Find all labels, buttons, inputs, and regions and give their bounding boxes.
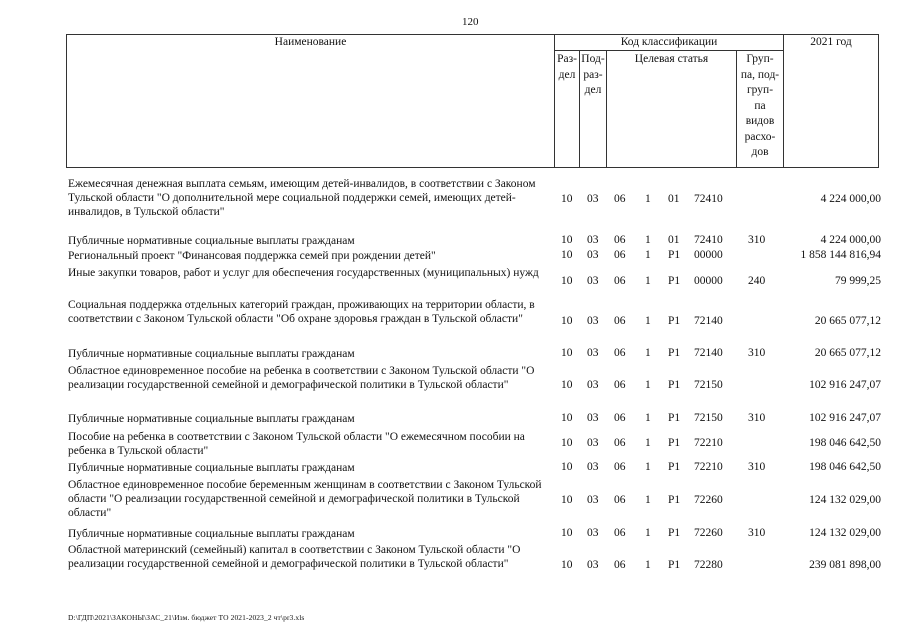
row-target-code: 72150	[694, 379, 723, 391]
row-podrazdel: 03	[587, 461, 599, 473]
row-amount: 20 665 077,12	[814, 315, 881, 327]
table-row	[0, 249, 905, 263]
row-target-program: 06	[614, 527, 626, 539]
row-target-direction: P1	[668, 437, 681, 449]
row-target-code: 72210	[694, 461, 723, 473]
row-name: Областной материнский (семейный) капитал в соответствии с Законом Тульской области "О реализации государственной семейной и демографической политики в Тульской области"	[68, 544, 521, 570]
row-target-direction: P1	[668, 275, 681, 287]
row-expense-group: 310	[748, 347, 766, 359]
row-target-subprogram: 1	[645, 461, 651, 473]
row-amount: 4 224 000,00	[820, 193, 881, 205]
row-target-code: 72140	[694, 347, 723, 359]
page-number: 120	[462, 16, 479, 28]
row-podrazdel: 03	[587, 234, 599, 246]
row-target-program: 06	[614, 275, 626, 287]
row-amount: 1 858 144 816,94	[800, 249, 881, 261]
row-target-subprogram: 1	[645, 379, 651, 391]
row-target-subprogram: 1	[645, 347, 651, 359]
header-expense-group-line: па, под-	[740, 68, 780, 81]
row-amount: 198 046 642,50	[809, 437, 881, 449]
header-podrazdel-cell	[579, 50, 607, 168]
row-target-subprogram: 1	[645, 193, 651, 205]
row-razdel: 10	[561, 494, 573, 506]
header-target-article: Целевая статья	[634, 53, 709, 65]
row-name: Пособие на ребенка в соответствии с Законом Тульской области "О ежемесячном пособии на ребенка в Тульской области"	[68, 431, 525, 457]
row-target-code: 72140	[694, 315, 723, 327]
row-target-program: 06	[614, 494, 626, 506]
row-expense-group: 310	[748, 234, 766, 246]
row-podrazdel: 03	[587, 412, 599, 424]
row-target-code: 72150	[694, 412, 723, 424]
row-target-code: 72260	[694, 494, 723, 506]
row-target-code: 72280	[694, 559, 723, 571]
header-year: 2021 год	[810, 36, 852, 48]
header-expense-group-line: па	[754, 99, 766, 112]
table-row	[0, 461, 905, 475]
row-target-subprogram: 1	[645, 234, 651, 246]
row-podrazdel: 03	[587, 437, 599, 449]
row-expense-group: 310	[748, 527, 766, 539]
row-podrazdel: 03	[587, 527, 599, 539]
row-target-subprogram: 1	[645, 275, 651, 287]
row-razdel: 10	[561, 437, 573, 449]
row-podrazdel: 03	[587, 347, 599, 359]
row-target-program: 06	[614, 379, 626, 391]
file-path-footer: D:\ГДП\2021\ЗАКОНЫ\ЗАС_21\Изм. бюджет ТО 2021-2023_2 чт\pr3.xls	[68, 613, 305, 622]
row-target-direction: P1	[668, 315, 681, 327]
row-razdel: 10	[561, 559, 573, 571]
row-target-program: 06	[614, 315, 626, 327]
row-target-subprogram: 1	[645, 315, 651, 327]
row-razdel: 10	[561, 193, 573, 205]
row-podrazdel: 03	[587, 193, 599, 205]
table-row	[0, 527, 905, 541]
header-podrazdel-line: дел	[584, 84, 602, 96]
header-expense-group-line: дов	[751, 146, 769, 158]
row-name: Публичные нормативные социальные выплаты гражданам	[68, 462, 355, 474]
row-amount: 124 132 029,00	[809, 494, 881, 506]
row-target-code: 00000	[694, 275, 723, 287]
row-name: Публичные нормативные социальные выплаты гражданам	[68, 413, 355, 425]
row-target-direction: P1	[668, 461, 681, 473]
header-expense-group-line: видов	[745, 115, 775, 127]
row-target-direction: P1	[668, 412, 681, 424]
row-podrazdel: 03	[587, 379, 599, 391]
header-classification: Код классификации	[620, 36, 718, 48]
row-razdel: 10	[561, 234, 573, 246]
row-target-code: 72210	[694, 437, 723, 449]
header-expense-group-line: Груп-	[746, 53, 774, 65]
row-target-code: 72260	[694, 527, 723, 539]
row-target-program: 06	[614, 437, 626, 449]
row-target-subprogram: 1	[645, 437, 651, 449]
row-expense-group: 310	[748, 412, 766, 424]
header-expense-group-cell	[736, 50, 784, 168]
row-target-direction: P1	[668, 379, 681, 391]
row-target-direction: P1	[668, 559, 681, 571]
row-target-program: 06	[614, 461, 626, 473]
row-target-program: 06	[614, 193, 626, 205]
row-name: Публичные нормативные социальные выплаты гражданам	[68, 528, 355, 540]
row-target-subprogram: 1	[645, 249, 651, 261]
header-razdel-line: дел	[558, 68, 576, 81]
header-podrazdel-line: раз-	[583, 68, 603, 81]
table-row	[0, 177, 905, 225]
row-razdel: 10	[561, 527, 573, 539]
table-row	[0, 266, 905, 294]
row-target-subprogram: 1	[645, 527, 651, 539]
row-amount: 4 224 000,00	[820, 234, 881, 246]
row-expense-group: 310	[748, 461, 766, 473]
row-podrazdel: 03	[587, 315, 599, 327]
row-target-code: 00000	[694, 249, 723, 261]
row-name: Ежемесячная денежная выплата семьям, имеющим детей-инвалидов, в соответствии с Законом Тульской области "О дополнительной мере социальной поддержки семей, имеющих детей-инвалидов, в Тульской области"	[68, 178, 536, 218]
row-name: Областное единовременное пособие беременным женщинам в соответствии с Законом Тульской области "О реализации государственной семейной и демографической политики в Тульской области"	[68, 479, 542, 519]
header-name-cell	[66, 34, 555, 168]
row-target-code: 72410	[694, 193, 723, 205]
row-podrazdel: 03	[587, 249, 599, 261]
table-row	[0, 412, 905, 426]
row-razdel: 10	[561, 275, 573, 287]
row-amount: 79 999,25	[835, 275, 881, 287]
table-row	[0, 347, 905, 361]
header-classification-cell	[554, 34, 784, 51]
row-target-direction: P1	[668, 527, 681, 539]
row-target-program: 06	[614, 412, 626, 424]
row-target-direction: P1	[668, 249, 681, 261]
row-razdel: 10	[561, 347, 573, 359]
table-row	[0, 234, 905, 248]
header-target-article-cell	[606, 50, 737, 168]
row-target-program: 06	[614, 234, 626, 246]
row-name: Социальная поддержка отдельных категорий граждан, проживающих на территории области, в соответствии с Законом Тульской области "Об охране здоровья граждан в Тульской области"	[68, 299, 535, 325]
table-row	[0, 430, 905, 458]
row-razdel: 10	[561, 315, 573, 327]
row-podrazdel: 03	[587, 494, 599, 506]
row-target-program: 06	[614, 347, 626, 359]
row-amount: 102 916 247,07	[809, 379, 881, 391]
row-target-subprogram: 1	[645, 559, 651, 571]
table-row	[0, 543, 905, 585]
row-target-code: 72410	[694, 234, 723, 246]
header-expense-group-line: расхо-	[744, 130, 776, 143]
row-razdel: 10	[561, 412, 573, 424]
header-podrazdel-line: Под-	[581, 53, 605, 65]
row-podrazdel: 03	[587, 275, 599, 287]
table-row	[0, 298, 905, 340]
row-target-subprogram: 1	[645, 412, 651, 424]
row-target-direction: P1	[668, 347, 681, 359]
row-target-subprogram: 1	[645, 494, 651, 506]
row-name: Областное единовременное пособие на ребенка в соответствии с Законом Тульской области "О реализации государственной семейной и демографической политики в Тульской области"	[68, 365, 535, 391]
row-expense-group: 240	[748, 275, 766, 287]
row-amount: 20 665 077,12	[814, 347, 881, 359]
row-target-program: 06	[614, 559, 626, 571]
row-target-program: 06	[614, 249, 626, 261]
header-razdel-line: Раз-	[557, 53, 577, 65]
header-year-cell	[783, 34, 879, 168]
row-razdel: 10	[561, 379, 573, 391]
row-amount: 198 046 642,50	[809, 461, 881, 473]
row-razdel: 10	[561, 461, 573, 473]
row-name: Иные закупки товаров, работ и услуг для обеспечения государственных (муниципальных) нужд	[68, 267, 539, 279]
row-target-direction: 01	[668, 234, 680, 246]
row-amount: 102 916 247,07	[809, 412, 881, 424]
row-razdel: 10	[561, 249, 573, 261]
header-razdel-cell	[554, 50, 580, 168]
row-name: Публичные нормативные социальные выплаты гражданам	[68, 235, 355, 247]
row-amount: 124 132 029,00	[809, 527, 881, 539]
row-amount: 239 081 898,00	[809, 559, 881, 571]
row-target-direction: P1	[668, 494, 681, 506]
table-row	[0, 478, 905, 520]
row-target-direction: 01	[668, 193, 680, 205]
row-name: Региональный проект "Финансовая поддержка семей при рождении детей"	[68, 250, 436, 262]
header-name: Наименование	[274, 36, 347, 48]
header-expense-group-line: груп-	[746, 84, 774, 96]
row-name: Публичные нормативные социальные выплаты гражданам	[68, 348, 355, 360]
row-podrazdel: 03	[587, 559, 599, 571]
table-row	[0, 364, 905, 406]
